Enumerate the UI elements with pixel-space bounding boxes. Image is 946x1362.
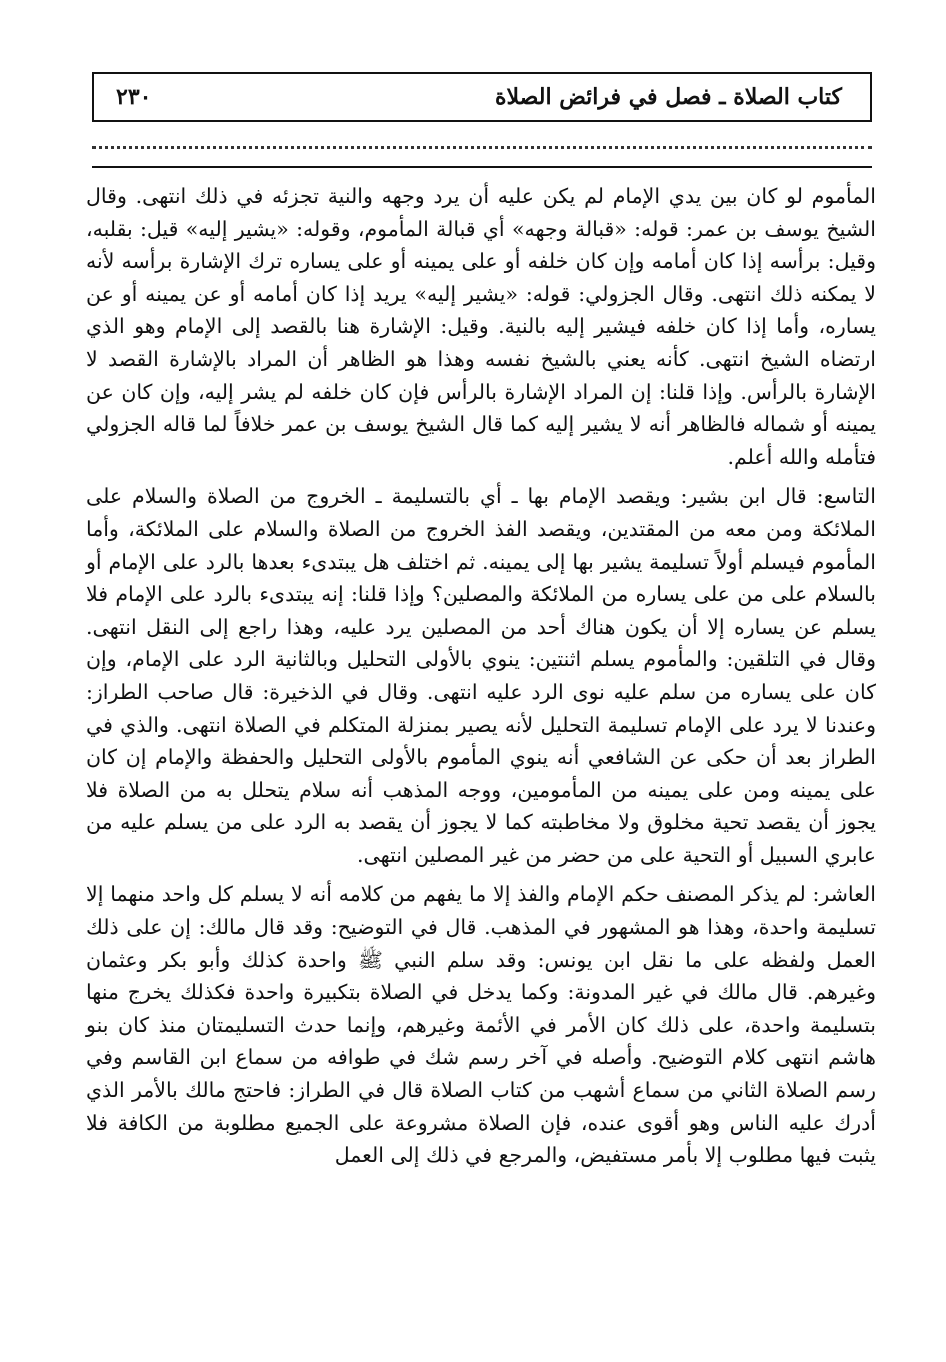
header-title: كتاب الصلاة ـ فصل في فرائض الصلاة	[495, 84, 842, 110]
page-body	[86, 180, 876, 1172]
header-rule	[92, 166, 872, 168]
page-number: ٢٣٠	[116, 84, 152, 110]
paragraph-ninth: التاسع: قال ابن بشير: ويقصد الإمام بها ـ أي بالتسليمة ـ الخروج من الصلاة والسلام على الملائكة ومن معه من المقتدين، ويقصد الفذ الخروج من الصلاة والسلام على الملائكة، وأما المأموم فيسلم أولاً تسليمة يشير بها إلى يمينه. ثم اختلف هل يبتدىء بعدها بالرد على الإمام أو بالسلام على من على يساره من الملائكة والمصلين؟ وإذا قلنا: إنه يبتدىء بالرد على الإمام فلا يسلم عن يساره إلا أن يكون هناك أحد من المصلين يرد عليه، وهذا راجع إلى النقل انتهى. وقال في التلقين: والمأموم يسلم اثنتين: ينوي بالأولى التحليل وبالثانية الرد على الإمام، وإن كان على يساره من سلم عليه نوى الرد عليه انتهى. وقال في الذخيرة: قال صاحب الطراز: وعندنا لا يرد على الإمام تسليمة التحليل لأنه يصير بمنزلة المتكلم في الصلاة انتهى. والذي في الطراز بعد أن حكى عن الشافعي أنه ينوي المأموم بالأولى التحليل والحفظة والإمام إن كان على يمينه ومن على يمينه من المأمومين، ووجه المذهب أنه سلام يتحلل به من الصلاة فلا يجوز أن يقصد تحية مخلوق ولا مخاطبته كما لا يجوز أن يقصد به الرد على من يسلم عليه من عابري السبيل أو التحية على من حضر من غير المصلين انتهى.	[86, 484, 876, 867]
paragraph-continuation: المأموم لو كان بين يدي الإمام لم يكن عليه أن يرد وجهه والنية تجزئه في ذلك انتهى. وقال الشيخ يوسف بن عمر: قوله: «قبالة وجهه» أي قبالة المأموم، وقوله: «يشير إليه» قيل: بقلبه، وقيل: برأسه إذا كان أمامه وإن كان خلفه أو على يمينه أو على يساره ترك الإشارة برأسه لأنه لا يمكنه ذلك انتهى. وقال الجزولي: قوله: «يشير إليه» يريد إذا كان أمامه أو عن يمينه أو عن يساره، وأما إذا كان خلفه فيشير إليه بالنية. وقيل: الإشارة هنا بالقصد إلى الإمام وهو الذي ارتضاه الشيخ انتهى. كأنه يعني بالشيخ نفسه وهذا هو الظاهر أن المراد بالإشارة القصد لا الإشارة بالرأس. وإذا قلنا: إن المراد الإشارة بالرأس فإن كان خلفه لم يشر إليه، وإن كان عن يمينه أو شماله فالظاهر أنه لا يشير إليه كما قال الشيخ يوسف بن عمر خلافاً لما قاله الجزولي فتأمله والله أعلم.	[86, 184, 876, 469]
running-header	[92, 72, 872, 122]
paragraph-tenth: العاشر: لم يذكر المصنف حكم الإمام والفذ إلا ما يفهم من كلامه أنه لا يسلم كل واحد منهما إلا تسليمة واحدة، وهذا هو المشهور في المذهب. قال في التوضيح: وقد قال مالك: إن على ذلك العمل ولفظه على ما نقل ابن يونس: وقد سلم النبي ﷺ واحدة كذلك وأبو بكر وعثمان وغيرهم. قال مالك في غير المدونة: وكما يدخل في الصلاة بتكبيرة واحدة فكذلك يخرج منها بتسليمة واحدة، على ذلك كان الأمر في الأئمة وغيرهم، وإنما حدث التسليمتان منذ كان بنو هاشم انتهى كلام التوضيح. وأصله في آخر رسم شك في طوافه من سماع ابن القاسم وفي رسم الصلاة الثاني من سماع أشهب من كتاب الصلاة قال في الطراز: فاحتج مالك بالأمر الذي أدرك عليه الناس وهو أقوى عنده، فإن الصلاة مشروعة على الجميع مطلوبة من الكافة فلا يثبت فيها مطلوب إلا بأمر مستفيض، والمرجع في ذلك إلى العمل	[86, 882, 876, 1168]
dotted-divider	[92, 146, 872, 149]
